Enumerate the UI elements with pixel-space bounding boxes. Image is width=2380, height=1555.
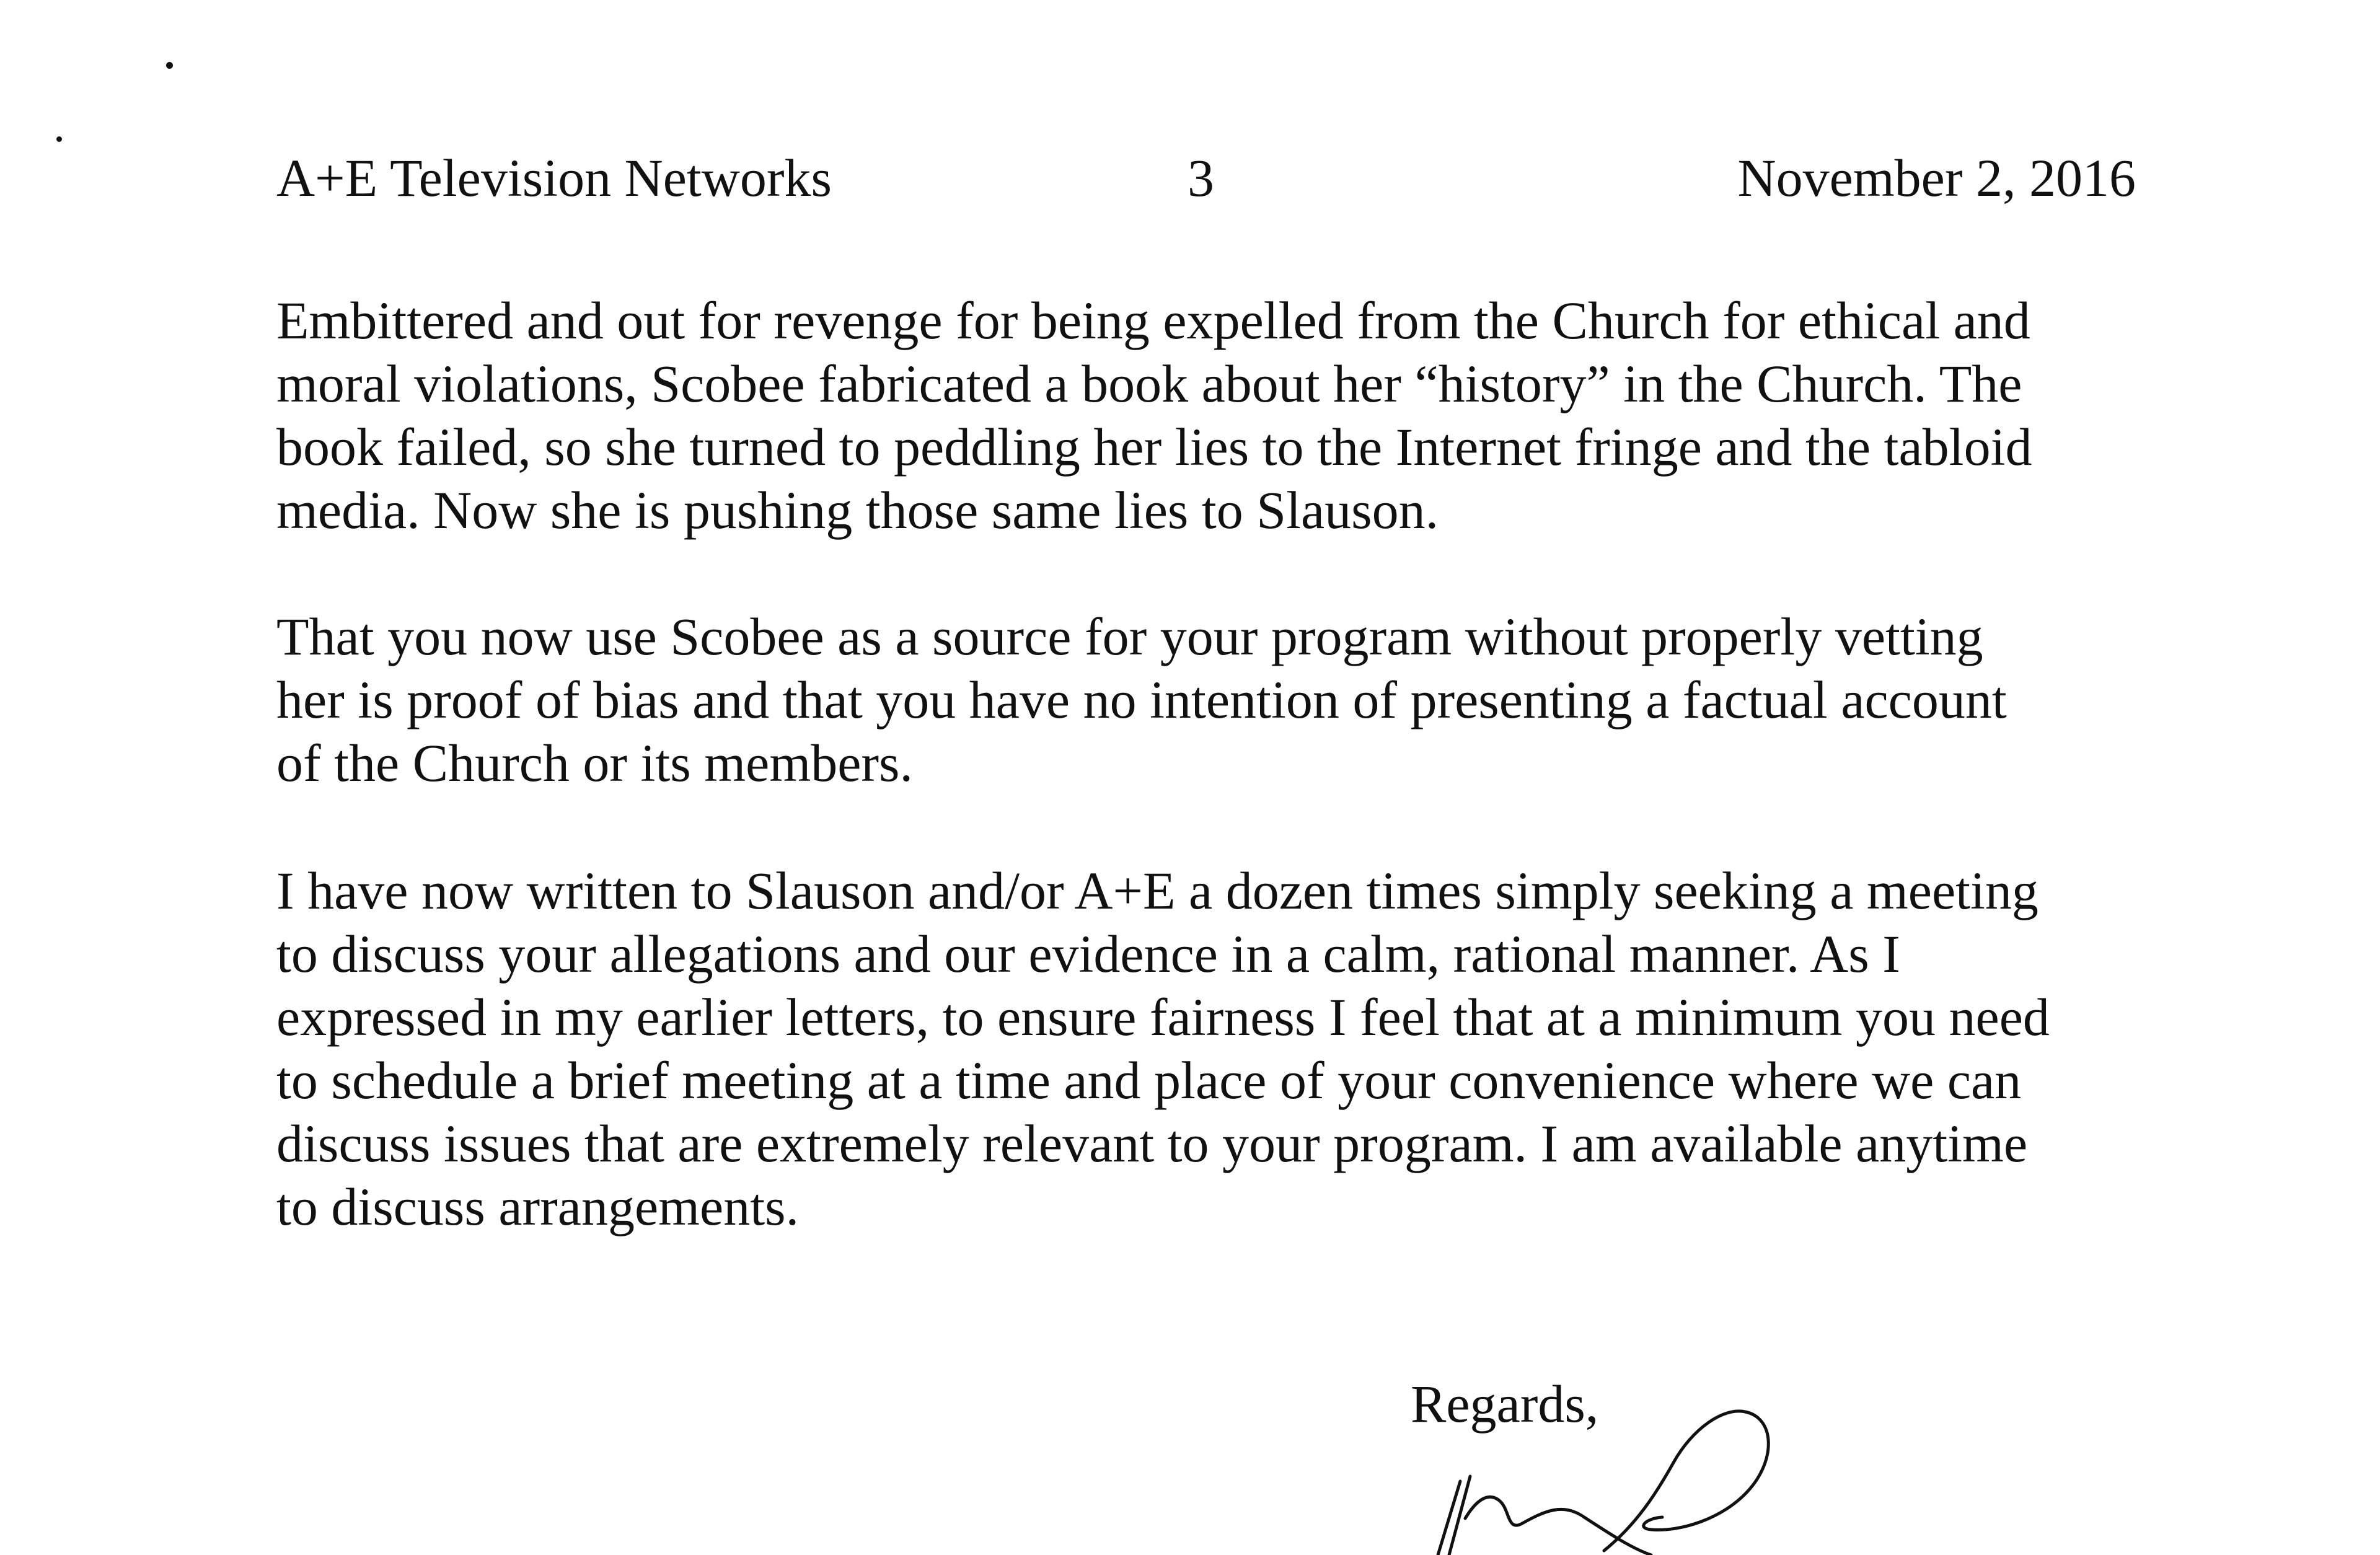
paragraph-1 [276, 289, 2136, 542]
text-line: to discuss your allegations and our evidence in a calm, rational manner. As I [276, 924, 1900, 984]
header-page-number: 3 [1188, 148, 1214, 208]
handwritten-signature [1401, 1370, 1797, 1555]
text-line: discuss issues that are extremely relevant to your program. I am available anytime [276, 1114, 2028, 1173]
text-line: expressed in my earlier letters, to ensure fairness I feel that at a minimum you need [276, 987, 2050, 1047]
text-line: moral violations, Scobee fabricated a book about her “history” in the Church. The [276, 354, 2022, 413]
header-date: November 2, 2016 [1737, 148, 2136, 208]
paragraph-2 [276, 605, 2136, 795]
scan-speck [56, 136, 62, 142]
text-line: media. Now she is pushing those same lies to Slauson. [276, 480, 1439, 540]
paragraph-3 [276, 859, 2136, 1238]
text-line: to discuss arrangements. [276, 1177, 800, 1236]
text-line: Embittered and out for revenge for being expelled from the Church for ethical and [276, 291, 2030, 350]
text-line: her is proof of bias and that you have no intention of presenting a factual account [276, 670, 2007, 729]
scan-speck [166, 62, 173, 69]
text-line: I have now written to Slauson and/or A+E a dozen times simply seeking a meeting [276, 861, 2038, 920]
text-line: of the Church or its members. [276, 733, 914, 793]
closing-salutation: Regards, [1411, 1374, 1599, 1434]
text-line: to schedule a brief meeting at a time and place of your convenience where we can [276, 1051, 2022, 1110]
text-line: book failed, so she turned to peddling her lies to the Internet fringe and the tabloid [276, 417, 2032, 477]
page-header [276, 144, 2136, 212]
header-recipient: A+E Television Networks [276, 148, 832, 208]
text-line: That you now use Scobee as a source for your program without properly vetting [276, 607, 1983, 666]
